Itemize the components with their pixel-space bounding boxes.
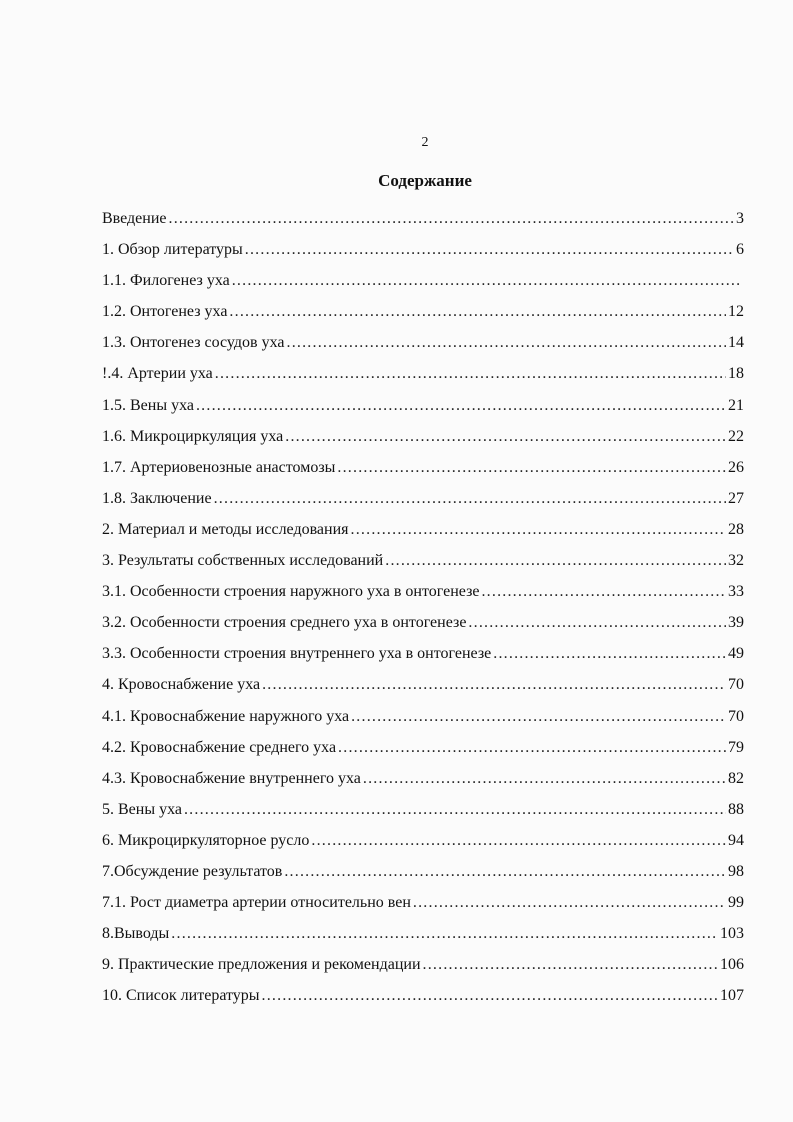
toc-entry xyxy=(102,887,744,918)
toc-entry-title: 1.2. Онтогенез уха xyxy=(102,303,228,321)
toc-entry-title: 2. Материал и методы исследования xyxy=(102,520,349,538)
toc-entry-title: 3.1. Особенности строения наружного уха в онтогенезе xyxy=(102,583,480,601)
dot-leader xyxy=(262,669,726,700)
toc-entry xyxy=(102,980,744,1011)
toc-entry-title: 1.3. Онтогенез сосудов уха xyxy=(102,334,285,352)
toc-entry-title: Введение xyxy=(102,210,167,227)
toc-entry-page: 22 xyxy=(728,427,744,445)
dot-leader xyxy=(171,918,718,949)
toc-entry-page: 99 xyxy=(728,894,744,912)
toc-entry-title: 4.3. Кровоснабжение внутреннего уха xyxy=(102,769,361,787)
toc-entry-page: 3 xyxy=(736,210,744,227)
toc-entry-title: 1.6. Микроциркуляция уха xyxy=(102,427,284,445)
toc-entry xyxy=(102,265,744,296)
toc-entry-page: 26 xyxy=(728,458,744,476)
toc-entry xyxy=(102,421,744,452)
toc-entry xyxy=(102,358,744,389)
dot-leader xyxy=(363,763,726,794)
toc-entry-title: 1.8. Заключение xyxy=(102,489,212,507)
toc-entry-title: 5. Вены уха xyxy=(102,800,182,818)
toc-entry xyxy=(102,390,744,421)
dot-leader xyxy=(481,576,726,607)
toc-entry-title: 1.7. Артериовенозные анастомозы xyxy=(102,458,336,476)
toc-entry-page: 32 xyxy=(728,552,744,570)
toc-entry-title: 1.5. Вены уха xyxy=(102,396,194,414)
dot-leader xyxy=(184,794,726,825)
toc-entry-page: 39 xyxy=(728,614,744,632)
toc-entry-page: 103 xyxy=(720,925,744,943)
toc-entry-page: 70 xyxy=(728,676,744,694)
dot-leader xyxy=(285,421,726,452)
dot-leader xyxy=(245,234,734,265)
toc-entry-title: 7.Обсуждение результатов xyxy=(102,862,283,880)
toc-entry-page: 12 xyxy=(728,303,744,321)
dot-leader xyxy=(351,514,726,545)
dot-leader xyxy=(338,732,726,763)
toc-entry-page: 27 xyxy=(728,489,744,507)
page-number: 2 xyxy=(421,135,429,150)
toc-entry-title: 3.3. Особенности строения внутреннего уха в онтогенезе xyxy=(102,645,492,663)
dot-leader xyxy=(232,265,742,296)
toc-entry xyxy=(102,669,744,700)
toc-entry-title: 8.Выводы xyxy=(102,925,170,943)
dot-leader xyxy=(169,203,735,234)
dot-leader xyxy=(196,390,726,421)
dot-leader xyxy=(468,607,726,638)
toc-entry-title: 6. Микроциркуляторное русло xyxy=(102,831,310,849)
toc-entry-title: 10. Список литературы xyxy=(102,987,260,1005)
toc-entry-page: 106 xyxy=(720,956,744,974)
toc-entry-page: 94 xyxy=(728,831,744,849)
dot-leader xyxy=(284,856,726,887)
toc-entry xyxy=(102,203,744,234)
toc-entry xyxy=(102,763,744,794)
toc-entry-title: 4. Кровоснабжение уха xyxy=(102,676,261,694)
toc-entry-page: 6 xyxy=(736,241,744,259)
dot-leader xyxy=(351,701,726,732)
toc-entry-page: 98 xyxy=(728,862,744,880)
toc-entry-page: 70 xyxy=(728,707,744,725)
dot-leader xyxy=(423,949,718,980)
toc-entry-page: 82 xyxy=(728,769,744,787)
toc-entry xyxy=(102,483,744,514)
dot-leader xyxy=(214,483,726,514)
toc-entry-title: 1.1. Филогенез уха xyxy=(102,272,230,290)
table-of-contents xyxy=(102,203,744,1011)
page-title: Содержание xyxy=(378,171,472,190)
toc-entry-page: 49 xyxy=(728,645,744,663)
dot-leader xyxy=(493,638,726,669)
toc-entry-title: 3. Результаты собственных исследований xyxy=(102,552,384,570)
toc-entry xyxy=(102,296,744,327)
toc-entry xyxy=(102,607,744,638)
dot-leader xyxy=(262,980,718,1011)
toc-entry xyxy=(102,918,744,949)
toc-entry-title: 4.1. Кровоснабжение наружного уха xyxy=(102,707,350,725)
toc-entry-page: 14 xyxy=(728,334,744,352)
dot-leader xyxy=(287,327,727,358)
toc-entry xyxy=(102,545,744,576)
toc-entry-title: 9. Практические предложения и рекомендации xyxy=(102,956,421,974)
toc-entry-title: 7.1. Рост диаметра артерии относительно вен xyxy=(102,894,411,912)
toc-entry xyxy=(102,452,744,483)
dot-leader xyxy=(229,296,726,327)
toc-entry xyxy=(102,794,744,825)
dot-leader xyxy=(311,825,726,856)
toc-entry-page: 88 xyxy=(728,800,744,818)
toc-entry-title: 4.2. Кровоснабжение среднего уха xyxy=(102,738,337,756)
toc-entry xyxy=(102,701,744,732)
toc-entry-title: 3.2. Особенности строения среднего уха в онтогенезе xyxy=(102,614,467,632)
toc-entry-page: 107 xyxy=(720,987,744,1005)
toc-entry xyxy=(102,825,744,856)
toc-entry xyxy=(102,856,744,887)
toc-entry-page: 21 xyxy=(728,396,744,414)
toc-entry xyxy=(102,234,744,265)
toc-entry-title: !.4. Артерии уха xyxy=(102,365,213,383)
toc-entry-title: 1. Обзор литературы xyxy=(102,241,243,259)
toc-entry-page: 79 xyxy=(728,738,744,756)
toc-entry xyxy=(102,514,744,545)
dot-leader xyxy=(385,545,726,576)
dot-leader xyxy=(215,358,726,389)
toc-entry xyxy=(102,576,744,607)
toc-entry-page: 28 xyxy=(728,520,744,538)
dot-leader xyxy=(413,887,726,918)
dot-leader xyxy=(337,452,726,483)
toc-entry xyxy=(102,949,744,980)
toc-entry xyxy=(102,327,744,358)
toc-entry-page: 18 xyxy=(728,365,744,383)
toc-entry xyxy=(102,638,744,669)
toc-entry xyxy=(102,732,744,763)
toc-entry-page: 33 xyxy=(728,583,744,601)
